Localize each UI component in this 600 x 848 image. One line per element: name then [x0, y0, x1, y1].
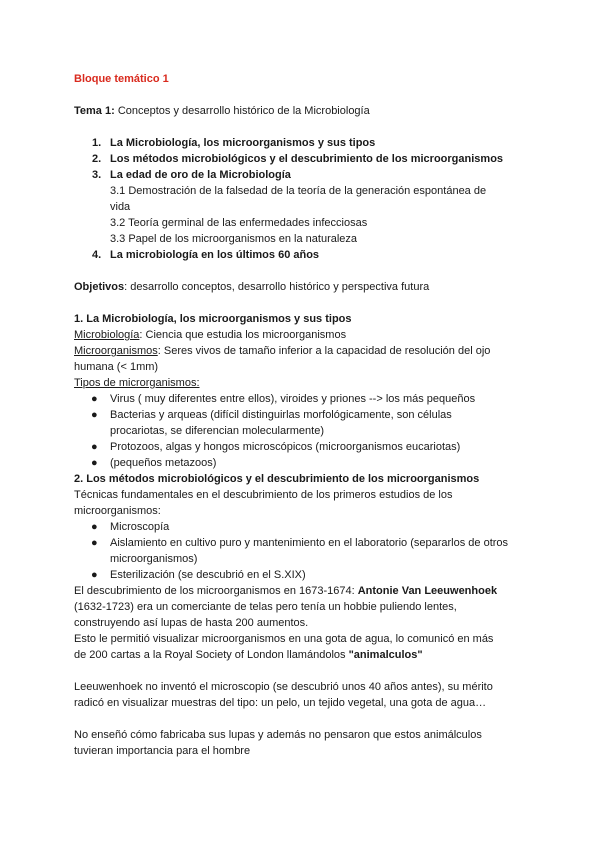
- list-item: ● Virus ( muy diferentes entre ellos), viroides y priones --> los más pequeños: [91, 393, 476, 405]
- section1-heading: 1. La Microbiología, los microorganismos y sus tipos: [74, 313, 352, 325]
- objetivos-label: Objetivos: [74, 281, 125, 293]
- toc-subitem: 3.2 Teoría germinal de las enfermedades infecciosas: [110, 217, 368, 229]
- paragraph-lenses-2: tuvieran importancia para el hombre: [74, 745, 251, 757]
- definition-microorganismos-cont: humana (< 1mm): [74, 361, 159, 373]
- list-item: ● Microscopía: [91, 521, 170, 533]
- tema-line: [74, 103, 524, 119]
- bullet-icon: ●: [91, 393, 98, 405]
- section2-intro: Técnicas fundamentales en el descubrimiento de los primeros estudios de los: [74, 489, 453, 501]
- paragraph-discovery-3: construyendo así lupas de hasta 200 aumentos.: [74, 617, 309, 629]
- paragraph-lenses: No enseñó cómo fabricaba sus lupas y además no pensaron que estos animálculos: [74, 729, 482, 741]
- toc-item: 1. La Microbiología, los microorganismos y sus tipos: [92, 137, 376, 149]
- table-of-contents: [74, 135, 524, 263]
- list-item: ● Aislamiento en cultivo puro y mantenimiento en el laboratorio (separarlos de otros microorganismos): [91, 537, 509, 565]
- objetivos-text: : desarrollo conceptos, desarrollo histórico y perspectiva futura: [124, 281, 430, 293]
- types-heading: Tipos de microrganismos:: [74, 377, 200, 389]
- tema-text: Conceptos y desarrollo histórico de la Microbiología: [114, 105, 370, 117]
- list-item: ● (pequeños metazoos): [91, 457, 217, 469]
- paragraph-merit: Leeuwenhoek no inventó el microscopio (se descubrió unos 40 años antes), su mérito: [74, 681, 493, 693]
- toc-item: 4. La microbiología en los últimos 60 años: [92, 249, 320, 261]
- person-name: Antonie Van Leeuwenhoek: [357, 585, 498, 597]
- term-animalculos: "animalculos": [348, 649, 423, 661]
- toc-subitem: 3.3 Papel de los microorganismos en la naturaleza: [110, 233, 358, 245]
- paragraph-merit-2: radicó en visualizar muestras del tipo: un pelo, un tejido vegetal, una gota de agua…: [74, 697, 487, 709]
- paragraph-letters-2: de 200 cartas a la Royal Society of London llamándolos "animalculos": [74, 649, 423, 661]
- definition-microorganismos: Microorganismos: Seres vivos de tamaño inferior a la capacidad de resolución del ojo: [74, 345, 491, 357]
- bullet-icon: ●: [91, 441, 98, 453]
- toc-item: 3. La edad de oro de la Microbiología: [92, 169, 291, 181]
- section2-heading: 2. Los métodos microbiológicos y el descubrimiento de los microorganismos: [74, 473, 480, 485]
- tema-label: Tema 1:: [74, 105, 115, 117]
- list-item: ● Bacterias y arqueas (difícil distinguirlas morfológicamente, son células procariotas, se diferencian molecularmente): [91, 409, 452, 437]
- techniques-list: [74, 519, 524, 583]
- bullet-icon: ●: [91, 457, 98, 469]
- objetivos-line: [74, 279, 524, 295]
- definition-microbiologia: Microbiología: Ciencia que estudia los microorganismos: [74, 329, 347, 341]
- paragraph-letters: Esto le permitió visualizar microorganismos en una gota de agua, lo comunicó en más: [74, 633, 494, 645]
- block-title: Bloque temático 1: [74, 73, 169, 85]
- toc-item: 2. Los métodos microbiológicos y el descubrimiento de los microorganismos: [92, 153, 504, 165]
- bullet-icon: ●: [91, 409, 98, 421]
- section2-intro-cont: microorganismos:: [74, 505, 161, 517]
- list-item: ● Esterilización (se descubrió en el S.XIX): [91, 569, 306, 581]
- toc-subitem: 3.1 Demostración de la falsedad de la teoría de la generación espontánea de vida: [110, 185, 487, 213]
- paragraph-discovery: El descubrimiento de los microorganismos en 1673-1674: Antonie Van Leeuwenhoek: [74, 585, 498, 597]
- bullet-icon: ●: [91, 569, 98, 581]
- paragraph-discovery-2: (1632-1723) era un comerciante de telas pero tenía un hobbie puliendo lentes,: [74, 601, 457, 613]
- types-list: [74, 391, 524, 471]
- bullet-icon: ●: [91, 521, 98, 533]
- list-item: ● Protozoos, algas y hongos microscópicos (microorganismos eucariotas): [91, 441, 461, 453]
- document-page: [74, 71, 524, 759]
- bullet-icon: ●: [91, 537, 98, 549]
